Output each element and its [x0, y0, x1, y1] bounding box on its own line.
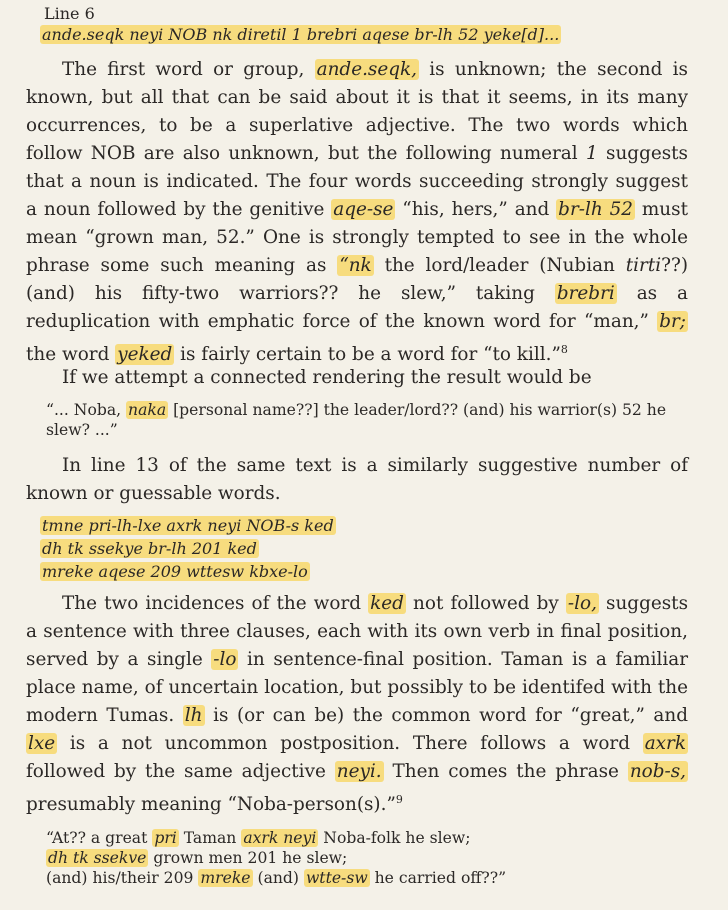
highlight-ked: ked: [370, 593, 404, 614]
highlight-wtte-sw: wtte-sw: [305, 869, 368, 887]
highlight-ande-seqk: ande.seqk,: [316, 59, 418, 80]
highlight-axrk-neyi: axrk neyi: [243, 829, 317, 847]
rendering-quote-2: [46, 828, 696, 888]
highlight-lxe: lxe: [28, 733, 56, 754]
paragraph-3: In line 13 of the same text is a similarly suggestive number of known or guessable words.: [26, 455, 688, 504]
quote2-line-3: (and) his/their 209 mreke (and) wtte-sw he carried off??”: [46, 869, 507, 887]
highlight-lo-2: -lo: [213, 649, 237, 670]
highlight-lh: lh: [184, 705, 203, 726]
highlight-pri: pri: [154, 829, 177, 847]
line13-row-3: mreke aqese 209 wttesw kbxe-lo: [42, 562, 308, 581]
highlight-aqe-se: aqe-se: [333, 199, 394, 220]
highlight-br-lh-52: br-lh 52: [558, 199, 633, 220]
footnote-8: 8: [560, 343, 568, 356]
paragraph-1: The first word or group, ande.seqk, is unknown; the second is known, but all that can be said about it is that it seems, in its many occurrences, to be a superlative adjective. The two words which follow NOB are also unknown, but the following numeral 1 suggests that a noun is indicated. The four words succeeding strongly suggest a noun followed by the genitive aqe-se “his, hers,” and br-lh 52 must mean “grown man, 52.” One is strongly tempted to see in the whole phrase some such meaning as “nk the lord/leader (Nubian tirti??) (and) his fifty-two warriors?? he slew,” taking brebri as a reduplication with emphatic force of the known word for “man,” br; the word yeked is fairly certain to be a word for “to kill.”$^8$: [26, 59, 689, 366]
highlight-lo-1: -lo,: [567, 593, 597, 614]
highlight-mreke: mreke: [200, 869, 251, 887]
highlight-axrk: axrk: [644, 733, 686, 754]
highlight-nob-s: nob-s,: [629, 761, 687, 782]
highlight-br: br;: [659, 311, 686, 332]
highlight-nk: “nk: [339, 255, 372, 276]
line13-row-2: dh tk ssekye br-lh 201 ked: [42, 539, 257, 558]
quote2-line-2: dh tk ssekve grown men 201 he slew;: [48, 849, 348, 867]
line13-row-1: tmne pri-lh-lxe axrk neyi NOB-s ked: [42, 516, 334, 535]
highlight-dh-tk-ssekve: dh tk ssekve: [48, 849, 147, 867]
paragraph-2: If we attempt a connected rendering the result would be: [62, 367, 592, 388]
highlight-brebri: brebri: [556, 283, 615, 304]
quote2-line-1: “At?? a great pri Taman axrk neyi Noba-folk he slew;: [46, 829, 471, 847]
line-label: Line 6: [44, 4, 95, 23]
highlight-yeked: yeked: [117, 344, 173, 366]
paragraph-4: The two incidences of the word ked not followed by -lo, suggests a sentence with three clauses, each with its own verb in final position, served by a single -lo in sentence-final position. Taman is a familiar place name, of uncertain location, but possibly to be identifed with the modern Tumas. lh is (or can be) the common word for “great,” and lxe is a not uncommon postposition. There follows a word axrk followed by the same adjective neyi. Then comes the phrase nob-s, presumably meaning “Noba-person(s).”$^9$: [26, 593, 689, 816]
highlight-neyi: neyi.: [336, 761, 382, 782]
highlight-naka: naka: [128, 401, 167, 419]
rendering-quote-1: “... Noba, naka [personal name??] the leader/lord?? (and) his warrior(s) 52 he slew? ...”: [46, 401, 667, 439]
footnote-9: 9: [395, 793, 403, 806]
line6-transliteration: ande.seqk neyi NOB nk diretil 1 brebri aqese br-lh 52 yeke[d]...: [42, 25, 560, 44]
